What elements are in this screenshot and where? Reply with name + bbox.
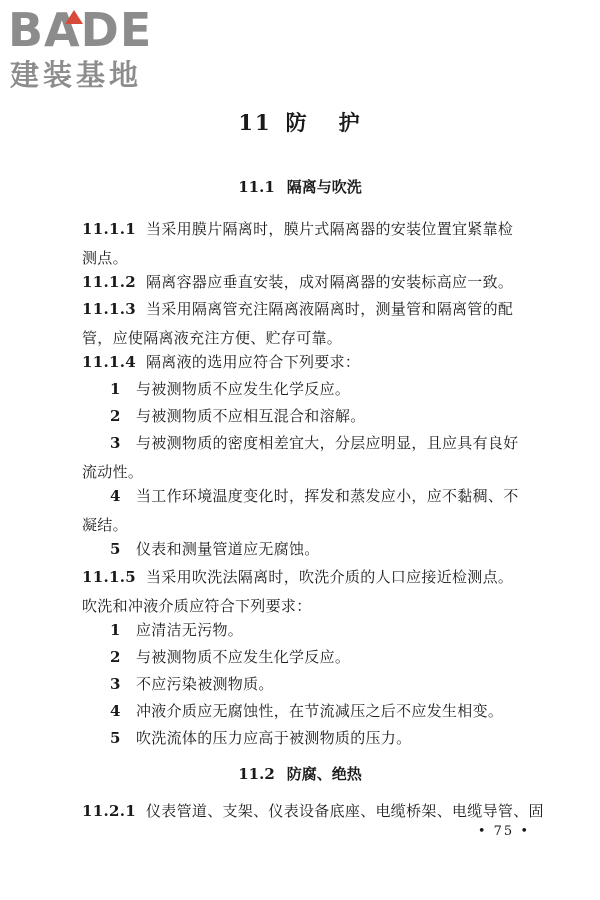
list-item-text: 当工作环境温度变化时，挥发和蒸发应小，应不黏稠、不 (136, 487, 519, 505)
section-number: 11.1 (238, 178, 275, 196)
clause-number: 11.1.5 (82, 568, 136, 586)
clause-text: 当采用膜片隔离时，膜片式隔离器的安装位置宜紧靠检 (146, 220, 514, 238)
clause-text-cont: 测点。 (82, 249, 128, 267)
chapter-title-char-2: 护 (338, 110, 362, 135)
list-item-text: 吹洗流体的压力应高于被测物质的压力。 (136, 729, 412, 747)
clause-number: 11.1.2 (82, 273, 136, 291)
clause-11-1-3 (82, 295, 552, 353)
list-item (82, 670, 552, 699)
list-item (82, 724, 552, 753)
clause-11-1-4 (82, 348, 552, 377)
list-item-text: 冲液介质应无腐蚀性，在节流减压之后不应发生相变。 (136, 702, 504, 720)
logo-accent-triangle (65, 10, 83, 24)
bade-logo (8, 4, 178, 96)
list-item (82, 697, 552, 726)
section-number: 11.2 (238, 765, 275, 783)
section-title: 隔离与吹洗 (286, 178, 362, 196)
clause-text: 当采用吹洗法隔离时，吹洗介质的人口应接近检测点。 (146, 568, 514, 586)
clause-text-cont: 管，应使隔离液充注方便、贮存可靠。 (82, 329, 343, 347)
list-item-number: 1 (110, 621, 121, 639)
list-item (82, 402, 552, 431)
list-item-text: 仪表和测量管道应无腐蚀。 (136, 540, 320, 558)
clause-text: 隔离容器应垂直安装，成对隔离器的安装标高应一致。 (146, 273, 514, 291)
list-item-number: 4 (110, 702, 121, 720)
list-item-text: 与被测物质不应相互混合和溶解。 (136, 407, 366, 425)
list-item (82, 535, 552, 564)
chapter-title-char-1: 防 (285, 110, 309, 135)
list-item (82, 616, 552, 645)
list-item-number: 1 (110, 380, 121, 398)
chapter-title (0, 108, 600, 138)
clause-11-1-1 (82, 215, 552, 273)
clause-11-1-2 (82, 268, 552, 297)
list-item-number: 2 (110, 407, 121, 425)
chapter-number: 11 (238, 110, 272, 135)
list-item-text: 应清洁无污物。 (136, 621, 244, 639)
list-item-text-cont: 凝结。 (82, 516, 128, 534)
list-item (82, 375, 552, 404)
list-item-number: 3 (110, 675, 121, 693)
logo-subtitle: 建装基地 (10, 58, 143, 92)
clause-text: 仪表管道、支架、仪表设备底座、电缆桥架、电缆导管、固 (146, 802, 544, 820)
list-item (82, 429, 552, 487)
list-item-number: 2 (110, 648, 121, 666)
logo-wordmark: BADE (8, 3, 153, 57)
clause-11-1-5 (82, 563, 552, 621)
section-heading-11-2 (0, 763, 600, 785)
list-item-text: 与被测物质不应发生化学反应。 (136, 648, 351, 666)
clause-number: 11.1.4 (82, 353, 136, 371)
list-item-text: 与被测物质不应发生化学反应。 (136, 380, 351, 398)
list-item-number: 5 (110, 729, 121, 747)
clause-number: 11.1.3 (82, 300, 136, 318)
list-item-number: 4 (110, 487, 121, 505)
list-item-text-cont: 流动性。 (82, 463, 144, 481)
clause-text: 当采用隔离管充注隔离液隔离时，测量管和隔离管的配 (146, 300, 514, 318)
page-number: • 75 • (477, 824, 530, 839)
list-item-text: 不应污染被测物质。 (136, 675, 274, 693)
section-heading-11-1 (0, 176, 600, 198)
clause-text: 隔离液的选用应符合下列要求： (146, 353, 361, 371)
list-item-text: 与被测物质的密度相差宜大，分层应明显，且应具有良好 (136, 434, 519, 452)
clause-number: 11.2.1 (82, 802, 136, 820)
list-item (82, 643, 552, 672)
list-item-number: 3 (110, 434, 121, 452)
clause-text-cont: 吹洗和冲液介质应符合下列要求： (82, 597, 312, 615)
clause-number: 11.1.1 (82, 220, 136, 238)
section-title: 防腐、绝热 (286, 765, 362, 783)
list-item (82, 482, 552, 540)
list-item-number: 5 (110, 540, 121, 558)
clause-11-2-1 (82, 797, 552, 826)
